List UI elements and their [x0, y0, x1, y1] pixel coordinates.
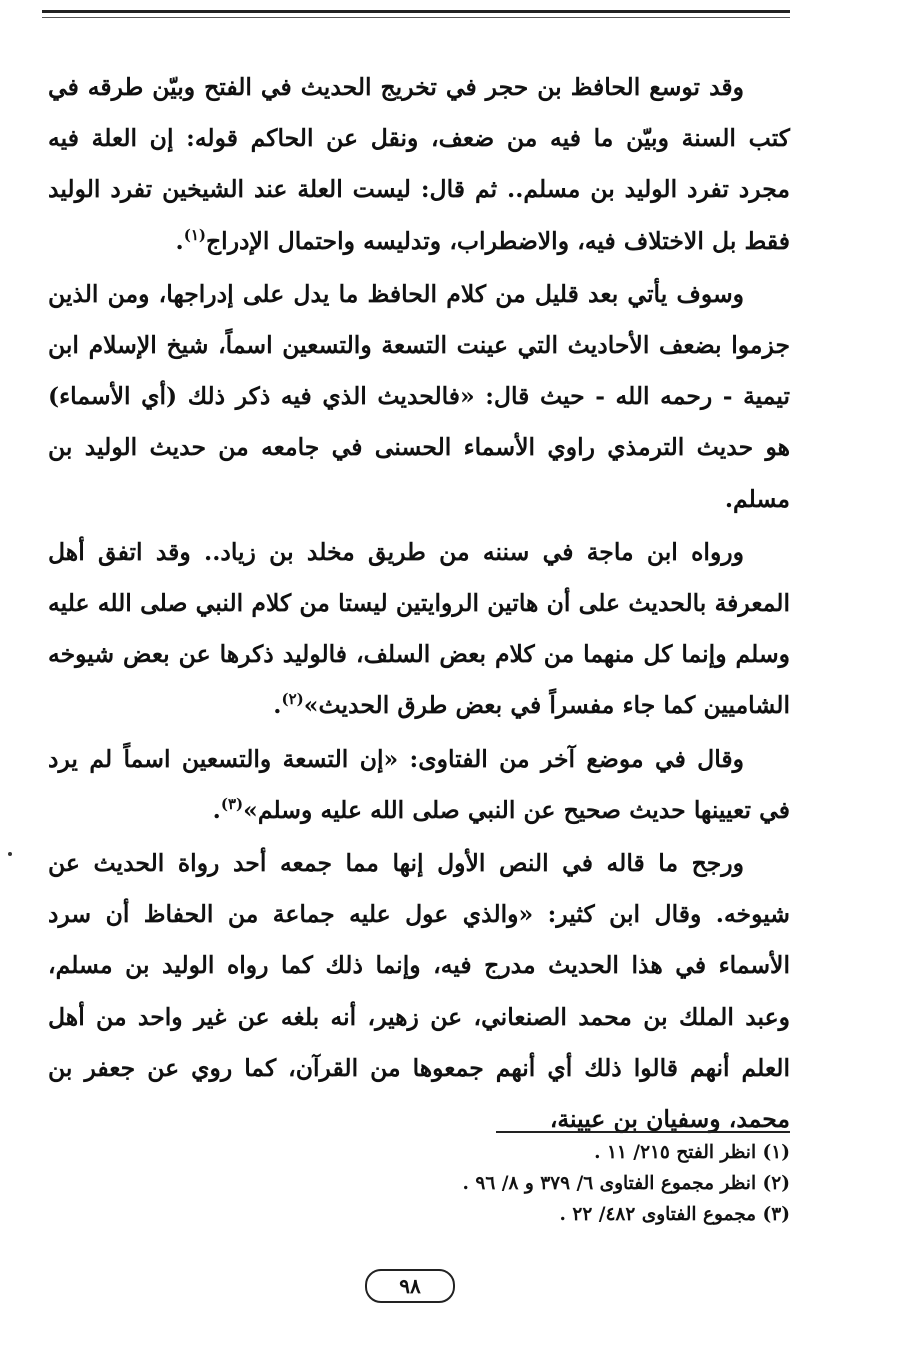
page-number: ٩٨ [365, 1269, 455, 1303]
paragraph-2 [48, 269, 790, 525]
footnote-2: (٢) انظر مجموع الفتاوى ٦/ ٣٧٩ و ٨/ ٩٦ . [462, 1173, 790, 1194]
paragraph-4 [48, 734, 790, 836]
footnote-3: (٣) مجموع الفتاوى ٤٨٢/ ٢٢ . [559, 1204, 790, 1225]
header-rule-thin [42, 17, 790, 18]
footnote-ref-1: (١) [183, 225, 206, 244]
paragraph-4-tail: . [212, 795, 221, 824]
body-text [48, 62, 790, 1145]
footnote-1: (١) انظر الفتح ٢١٥/ ١١ . [594, 1142, 790, 1163]
footnote-ref-3: (٣) [220, 795, 244, 814]
footnote-separator [496, 1131, 790, 1133]
footnote-ref-2: (٢) [281, 690, 304, 709]
paragraph-1-tail: . [175, 226, 184, 255]
margin-mark [8, 852, 12, 856]
paragraph-4-text: وقال في موضع آخر من الفتاوى: «إن التسعة والتسعين اسماً لم يرد في تعيينها حديث صحيح عن النبي صلى الله عليه وسلم» [48, 744, 790, 824]
header-rule-thick [42, 10, 790, 13]
paragraph-3-text: ورواه ابن ماجة في سننه من طريق مخلد بن زياد.. وقد اتفق أهل المعرفة بالحديث على أن هاتين الروايتين ليستا من كلام النبي صلى الله عليه وسلم وإنما كل منهما من كلام بعض السلف، فالوليد ذكرها عن بعض شيوخه الشاميين كما جاء مفسراً في بعض طرق الحديث» [48, 537, 790, 720]
paragraph-5-text: ورجح ما قاله في النص الأول إنها مما جمعه أحد رواة الحديث عن شيوخه. وقال ابن كثير: «والذي عول عليه جماعة من الحفاظ أن سرد الأسماء في هذا الحديث مدرج فيه، وإنما ذلك كما رواه الوليد بن مسلم، وعبد الملك بن محمد الصنعاني، عن زهير، أنه بلغه عن غير واحد من أهل العلم أنهم قالوا ذلك أي أنهم جمعوها من القرآن، كما روي عن جعفر بن محمد، وسفيان بن عيينة، [48, 849, 790, 1134]
paragraph-2-text: وسوف يأتي بعد قليل من كلام الحافظ ما يدل على إدراجها، ومن الذين جزموا بضعف الأحاديث التي عينت التسعة والتسعين اسماً، شيخ الإسلام ابن تيمية - رحمه الله - حيث قال: «فالحديث الذي فيه ذكر ذلك (أي الأسماء) هو حديث الترمذي راوي الأسماء الحسنى في جامعه من حديث الوليد بن مسلم. [48, 279, 790, 513]
paragraph-3 [48, 527, 790, 732]
paragraph-3-tail: . [273, 691, 282, 720]
paragraph-1 [48, 62, 790, 267]
paragraph-1-text: وقد توسع الحافظ بن حجر في تخريج الحديث في الفتح وبيّن طرقه في كتب السنة وبيّن ما فيه من ضعف، ونقل عن الحاكم قوله: إن العلة فيه مجرد تفرد الوليد بن مسلم.. ثم قال: ليست العلة عند الشيخين تفرد الوليد فقط بل الاختلاف فيه، والاضطراب، وتدليسه واحتمال الإدراج [48, 73, 790, 255]
paragraph-5 [48, 838, 790, 1145]
footnotes [300, 1137, 790, 1230]
